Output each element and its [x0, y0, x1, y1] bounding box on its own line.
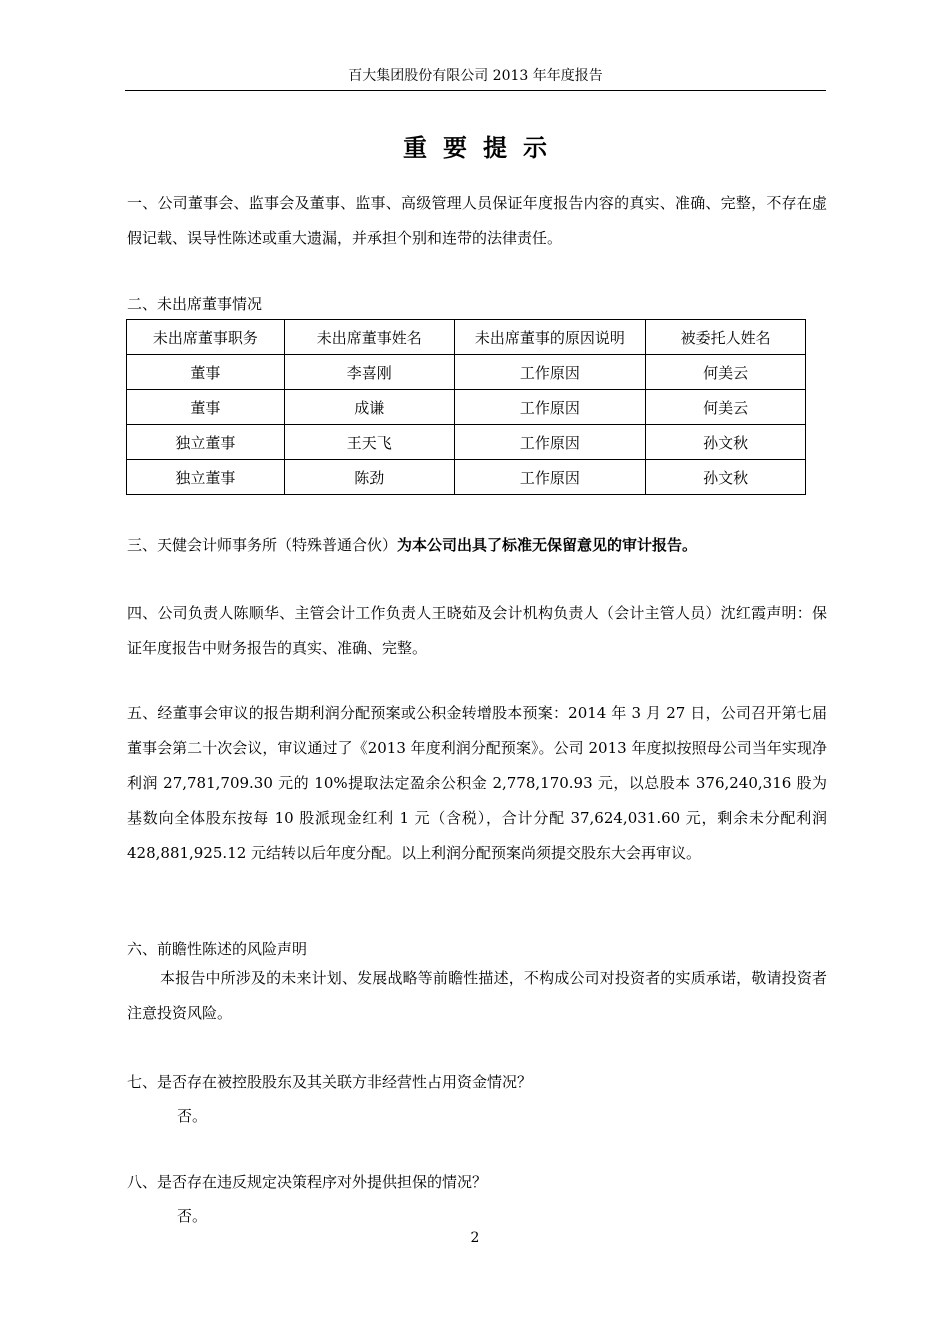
section-7-title: 七、是否存在被控股股东及其关联方非经营性占用资金情况？ — [127, 1073, 533, 1091]
table-cell: 成谦 — [284, 390, 454, 425]
table-cell: 董事 — [127, 390, 285, 425]
section-3-text — [127, 528, 827, 563]
table-cell: 工作原因 — [454, 425, 646, 460]
table-header-row — [127, 320, 806, 355]
section-6-text: 本报告中所涉及的未来计划、发展战略等前瞻性描述，不构成公司对投资者的实质承诺，敬请投资者注意投资风险。 — [127, 969, 827, 1022]
section-3-prefix: 三、天健会计师事务所（特殊普通合伙） — [127, 536, 398, 554]
section-7-answer: 否。 — [177, 1107, 208, 1125]
section-8-answer: 否。 — [177, 1207, 208, 1225]
table-cell: 孙文秋 — [646, 460, 806, 495]
table-cell: 独立董事 — [127, 460, 285, 495]
table-cell: 董事 — [127, 355, 285, 390]
section-4-text: 四、公司负责人陈顺华、主管会计工作负责人王晓茹及会计机构负责人（会计主管人员）沈红霞声明：保证年度报告中财务报告的真实、准确、完整。 — [127, 604, 827, 657]
table-cell: 工作原因 — [454, 390, 646, 425]
absent-directors-table — [126, 319, 806, 495]
table-cell: 陈劲 — [284, 460, 454, 495]
table-cell: 独立董事 — [127, 425, 285, 460]
table-cell: 工作原因 — [454, 355, 646, 390]
section-2-title: 二、未出席董事情况 — [127, 295, 263, 313]
section-8-title: 八、是否存在违反规定决策程序对外提供担保的情况？ — [127, 1173, 488, 1191]
table-cell: 何美云 — [646, 390, 806, 425]
table-row — [127, 460, 806, 495]
table-row — [127, 355, 806, 390]
table-row — [127, 425, 806, 460]
table-row — [127, 390, 806, 425]
table-header-cell: 未出席董事姓名 — [284, 320, 454, 355]
table-cell: 工作原因 — [454, 460, 646, 495]
section-3-bold: 为本公司出具了标准无保留意见的审计报告。 — [397, 536, 698, 554]
table-cell: 王天飞 — [284, 425, 454, 460]
page-title: 重要提示 — [403, 133, 563, 162]
page-number: 2 — [470, 1230, 480, 1246]
table-header-cell: 未出席董事职务 — [127, 320, 285, 355]
table-header-cell: 被委托人姓名 — [646, 320, 806, 355]
table-cell: 孙文秋 — [646, 425, 806, 460]
table-cell: 何美云 — [646, 355, 806, 390]
section-5-text: 五、经董事会审议的报告期利润分配预案或公积金转增股本预案：2014 年 3 月 27 日，公司召开第七届董事会第二十次会议，审议通过了《2013 年度利润分配预案》。公司 2013 年度拟按照母公司当年实现净利润 27,781,709.30 元的 10%提取法定盈余公积金 2,778,170.93 元，以总股本 376,240,316 股为基数向全体股东按每 10 股派现金红利 1 元（含税），合计分配 37,624,031.60 元，剩余未分配利润 428,881,925.12 元结转以后年度分配。以上利润分配预案尚须提交股东大会再审议。 — [127, 704, 827, 862]
section-6-title: 六、前瞻性陈述的风险声明 — [127, 940, 308, 958]
table-cell: 李喜刚 — [284, 355, 454, 390]
table-header-cell: 未出席董事的原因说明 — [454, 320, 646, 355]
running-header: 百大集团股份有限公司 2013 年年度报告 — [125, 66, 826, 91]
section-1-text: 一、公司董事会、监事会及董事、监事、高级管理人员保证年度报告内容的真实、准确、完整，不存在虚假记载、误导性陈述或重大遗漏，并承担个别和连带的法律责任。 — [127, 194, 827, 247]
